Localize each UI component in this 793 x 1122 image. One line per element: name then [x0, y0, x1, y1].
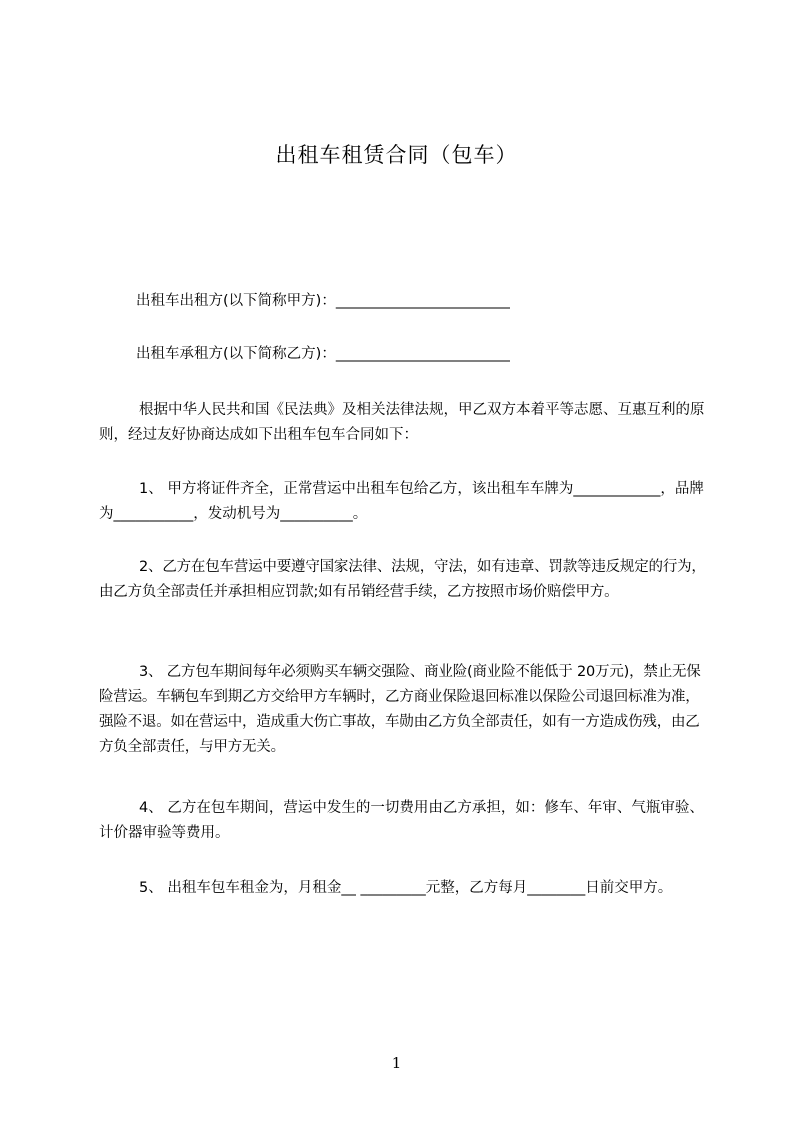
party-b-line: 出租车承租方(以下简称乙方)：________________________ [136, 346, 510, 362]
clause-2: 2、乙方在包车营运中要遵守国家法律、法规，守法，如有违章、罚款等违反规定的行为，由乙方负全部责任并承担相应罚款;如有吊销经营手续，乙方按照市场价赔偿甲方。 [99, 559, 706, 600]
party-a-line: 出租车出租方(以下简称甲方)：________________________ [136, 293, 510, 309]
clause-5: 5、 出租车包车租金为，月租金__ _________元整，乙方每月________日前交甲方。 [139, 880, 673, 896]
clause-3: 3、 乙方包车期间每年必须购买车辆交强险、商业险(商业险不能低于 20万元)，禁止无保险营运。车辆包车到期乙方交给甲方车辆时，乙方商业保险退回标准以保险公司退回标准为准，强险不退。如在营运中，造成重大伤亡事故，车勋由乙方负全部责任，如有一方造成伤残，由乙方负全部责任，与甲方无关。 [99, 664, 701, 755]
clause-4: 4、 乙方在包车期间，营运中发生的一切费用由乙方承担，如：修车、年审、气瓶审验、计价器审验等费用。 [99, 800, 704, 841]
clause-1: 1、 甲方将证件齐全，正常营运中出租车包给乙方，该出租车车牌为____________，品牌为___________，发动机号为__________。 [99, 481, 704, 522]
page-number: 1 [391, 1054, 402, 1072]
document-title: 出租车租赁合同（包车） [275, 143, 518, 167]
preamble-paragraph: 根据中华人民共和国《民法典》及相关法律法规，甲乙双方本着平等志愿、互惠互利的原则，经过友好协商达成如下出租车包车合同如下： [99, 402, 705, 443]
